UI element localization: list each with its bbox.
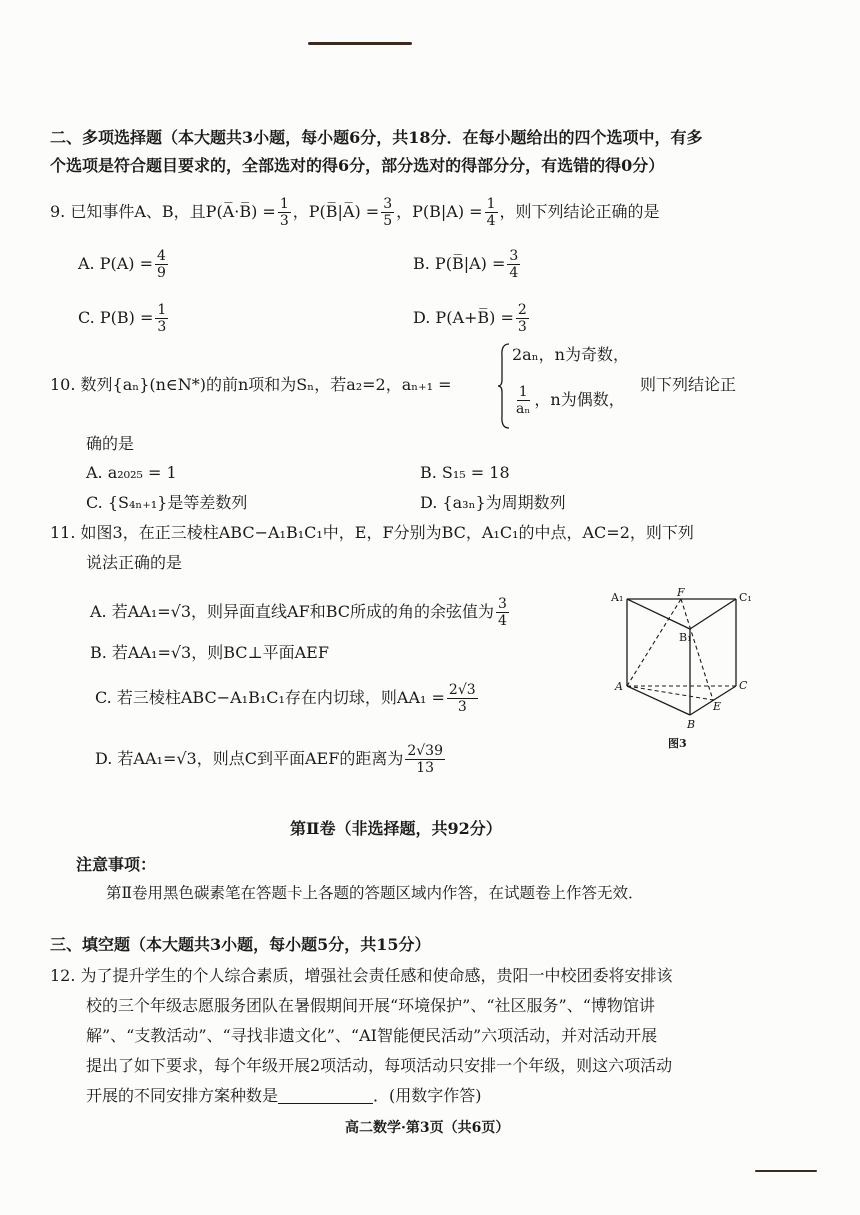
q11-stem-line1: 11. 如图3，在正三棱柱ABC−A₁B₁C₁中，E，F分别为BC，A₁C₁的中点，AC=2，则下列 [50, 523, 694, 542]
scan-mark-bottom [755, 1170, 817, 1172]
section2-title-line2: 个选项是符合题目要求的，全部选对的得6分，部分选对的得部分分，有选错的得0分） [50, 156, 665, 175]
fig-label-e: E [713, 700, 722, 713]
fig-label-a1: A₁ [611, 591, 624, 604]
notice-text: 第Ⅱ卷用黑色碳素笔在答题卡上各题的答题区域内作答，在试题卷上作答无效． [106, 884, 644, 902]
q9-option-c: C. P(B) = $\frac{1}{3}$ [78, 302, 167, 335]
fig-label-c1: C₁ [739, 591, 752, 604]
q9-option-a: A. P(A) = $\frac{4}{9}$ [78, 248, 166, 281]
q12-line2: 校的三个年级志愿服务团队在暑假期间开展“环境保护”、“社区服务”、“博物馆讲 [86, 996, 655, 1015]
q9-stem: 9. 已知事件A、B，且P(A̅·B̅) = $\frac{1}{3}$ ，P(B̅|A̅) = $\frac{3}{5}$ ，P(B|A) = $\frac{1}{4}$ ，则下列结论正确的是 [50, 196, 660, 229]
scan-mark-top [308, 42, 412, 45]
q9-option-d: D. P(A+B̅) = $\frac{2}{3}$ [413, 302, 527, 335]
answer-blank [278, 1087, 373, 1104]
q11-option-c: C. 若三棱柱ABC−A₁B₁C₁存在内切球，则AA₁ = $\frac{2√3}{3}$ [95, 682, 476, 715]
q12-line5: 开展的不同安排方案种数是 ．(用数字作答) [86, 1086, 482, 1105]
fig-label-f: F [677, 586, 685, 599]
section3-title: 三、填空题（本大题共3小题，每小题5分，共15分） [50, 935, 431, 954]
fig-label-b1: B₁ [679, 631, 692, 644]
notice-title: 注意事项： [76, 855, 157, 874]
q9-option-b: B. P(B̅|A) = $\frac{3}{4}$ [413, 248, 519, 281]
q10-option-b: B. S₁₅ = 18 [420, 463, 510, 482]
page-footer: 高二数学·第3页（共6页） [345, 1120, 510, 1136]
q10-stem-cont: 确的是 [86, 434, 135, 453]
q12-line4: 提出了如下要求，每个年级开展2项活动，每项活动只安排一个年级，则这六项活动 [86, 1056, 673, 1075]
q11-option-d: D. 若AA₁=√3，则点C到平面AEF的距离为 $\frac{2√39}{13}$ [95, 743, 443, 776]
q10-brace [497, 342, 511, 430]
figure-3-caption: 图3 [668, 737, 687, 750]
fig-label-b: B [687, 718, 696, 731]
q10-stem-end: 则下列结论正 [640, 375, 737, 394]
part2-title: 第Ⅱ卷（非选择题，共92分） [290, 819, 502, 838]
q12-line3: 解”、“支教活动”、“寻找非遗文化”、“AI智能便民活动”六项活动，并对活动开展 [86, 1026, 658, 1045]
q11-stem-line2: 说法正确的是 [86, 553, 183, 572]
q10-option-a: A. a₂₀₂₅ = 1 [86, 463, 177, 482]
q10-case-even: $\frac{1}{\text{aₙ}}$ ，n为偶数， [516, 384, 625, 417]
q11-option-a: A. 若AA₁=√3，则异面直线AF和BC所成的角的余弦值为 $\frac{3}{4}$ [90, 596, 507, 629]
q11-option-b: B. 若AA₁=√3，则BC⊥平面AEF [90, 643, 329, 662]
q12-line1: 12. 为了提升学生的个人综合素质，增强社会责任感和使命感，贵阳一中校团委将安排该 [50, 966, 673, 985]
q10-option-d: D. {a₃ₙ}为周期数列 [420, 493, 566, 512]
q10-stem-start: 10. 数列{aₙ}(n∈N*)的前n项和为Sₙ，若a₂=2，aₙ₊₁ = [50, 375, 452, 394]
section2-title-line1: 二、多项选择题（本大题共3小题，每小题6分，共18分．在每小题给出的四个选项中，有多 [50, 128, 703, 147]
figure-3-prism [605, 585, 765, 755]
q10-option-c: C. {S₄ₙ₊₁}是等差数列 [86, 493, 248, 512]
fig-label-a: A [615, 680, 623, 693]
fig-label-c: C [739, 679, 748, 692]
q10-case-odd: 2aₙ，n为奇数， [512, 345, 629, 364]
